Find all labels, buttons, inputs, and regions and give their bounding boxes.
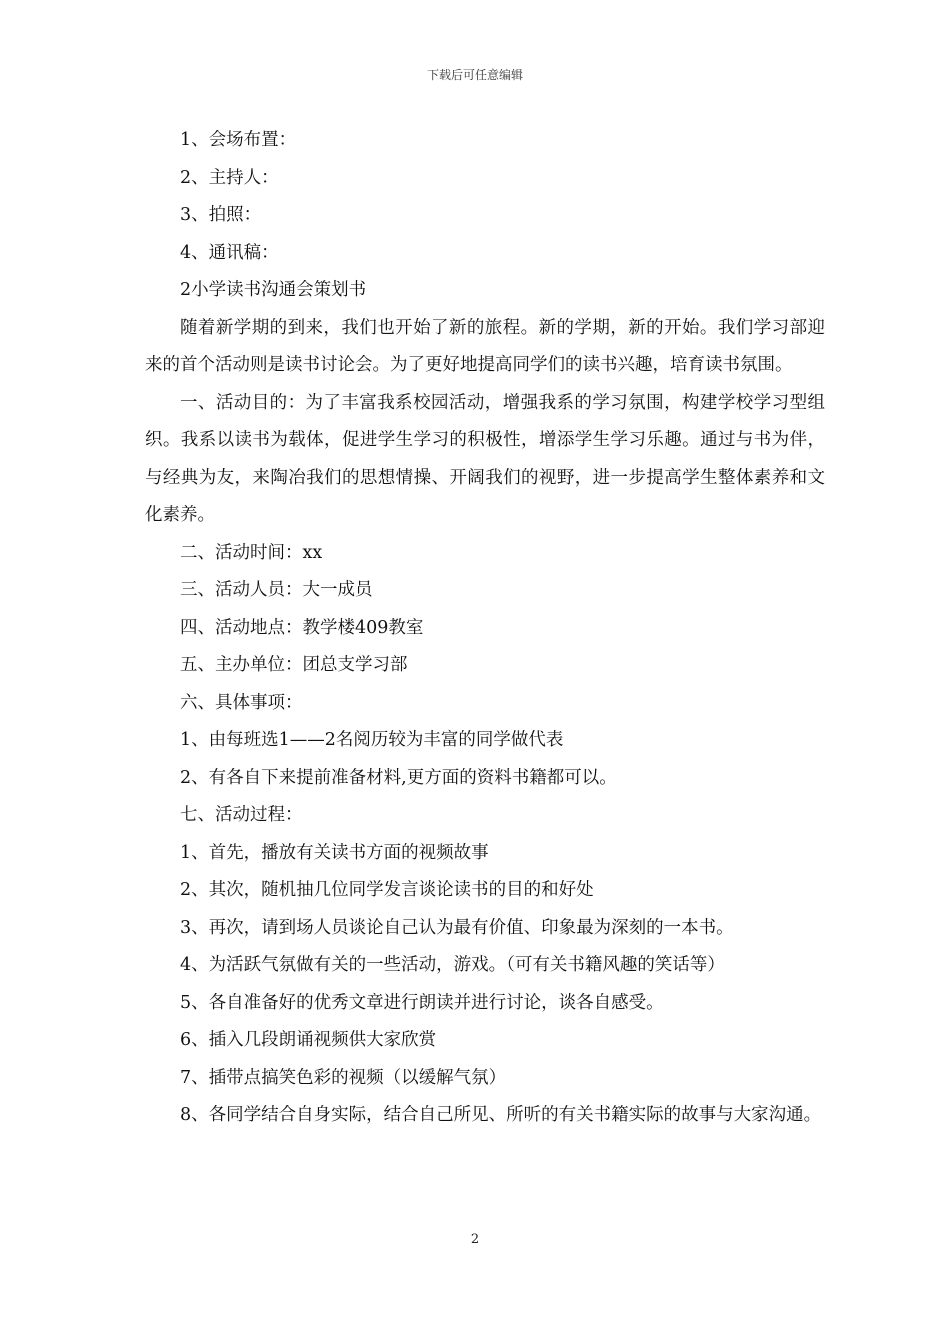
process-item-6: 6、插入几段朗诵视频供大家欣赏 — [180, 1030, 437, 1050]
page-header: 下载后可任意编辑 — [426, 68, 523, 82]
details-heading: 六、具体事项： — [180, 692, 303, 713]
list-item-host: 2、主持人： — [180, 167, 279, 188]
activity-participants: 三、活动人员：大一成员 — [180, 580, 373, 600]
activity-location: 四、活动地点：教学楼409教室 — [180, 617, 424, 638]
details-item-1: 1、由每班选1——2名阅历较为丰富的同学做代表 — [180, 730, 564, 750]
activity-time: 二、活动时间：xx — [180, 542, 323, 563]
activity-organizer: 五、主办单位：团总支学习部 — [180, 655, 408, 675]
section-title: 2小学读书沟通会策划书 — [180, 280, 367, 300]
process-heading: 七、活动过程： — [180, 805, 303, 825]
process-item-3: 3、再次，请到场人员谈论自己认为最有价值、印象最为深刻的一本书。 — [180, 917, 734, 938]
document-body — [145, 122, 825, 1135]
process-item-4: 4、为活跃气氛做有关的一些活动，游戏。（可有关书籍风趣的笑话等） — [180, 955, 725, 975]
process-item-7: 7、插带点搞笑色彩的视频（以缓解气氛） — [180, 1067, 507, 1088]
process-item-1: 1、首先，播放有关读书方面的视频故事 — [180, 842, 489, 863]
page-number: 2 — [470, 1232, 480, 1247]
process-item-5: 5、各自准备好的优秀文章进行朗读并进行讨论，谈各自感受。 — [180, 992, 664, 1013]
list-item-news: 4、通讯稿： — [180, 242, 279, 263]
list-item-venue: 1、会场布置： — [180, 130, 297, 150]
details-item-2: 2、有各自下来提前准备材料,更方面的资料书籍都可以。 — [180, 767, 617, 788]
intro-paragraph: 随着新学期的到来，我们也开始了新的旅程。新的学期，新的开始。我们学习部迎来的首个活动则是读书讨论会。为了更好地提高同学们的读书兴趣，培育读书氛围。 — [145, 317, 825, 375]
process-item-8: 8、各同学结合自身实际，结合自己所见、所听的有关书籍实际的故事与大家沟通。 — [180, 1105, 822, 1125]
list-item-photo: 3、拍照： — [180, 205, 262, 225]
process-item-2: 2、其次，随机抽几位同学发言谈论读书的目的和好处 — [180, 880, 594, 900]
purpose-paragraph: 一、活动目的：为了丰富我系校园活动，增强我系的学习氛围，构建学校学习型组织。我系以读书为载体，促进学生学习的积极性，增添学生学习乐趣。通过与书为伴，与经典为友，来陶冶我们的思想情操、开阔我们的视野，进一步提高学生整体素养和文化素养。 — [145, 392, 825, 525]
